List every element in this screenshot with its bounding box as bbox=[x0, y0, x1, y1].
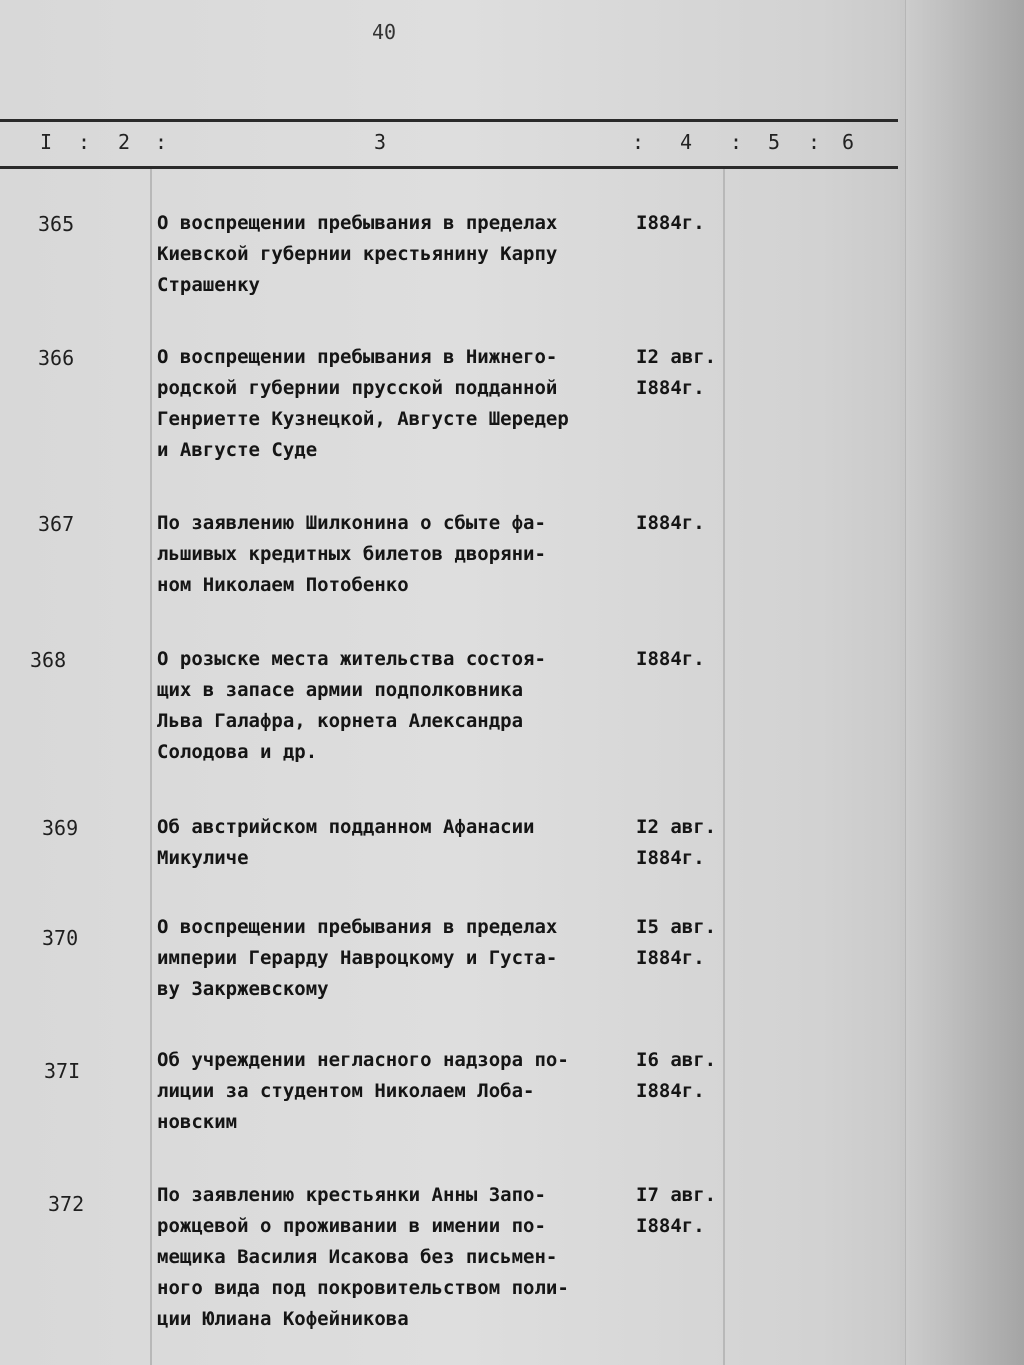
row-description: О воспрещении пребывания в пределах империи Герарду Навроцкому и Густа- ву Закржевскому bbox=[157, 916, 558, 1000]
column-separator: : bbox=[155, 130, 168, 154]
column-heading-6: 6 bbox=[842, 130, 855, 154]
row-description: О розыске места жительства состоя- щих в запасе армии подполковника Льва Галафра, корнета Александра Солодова и др. bbox=[157, 648, 546, 763]
row-number: 370 bbox=[42, 926, 79, 950]
row-number: 368 bbox=[30, 648, 67, 672]
column-divider bbox=[150, 169, 152, 1365]
column-separator: : bbox=[78, 130, 91, 154]
header-rule-bottom bbox=[0, 166, 898, 169]
row-description: По заявлению крестьянки Анны Запо- рожцевой о проживании в имении по- мещика Василия Исакова без письмен- ного вида под покровительством поли- ции Юлиана Кофейникова bbox=[157, 1184, 569, 1330]
column-heading-5: 5 bbox=[768, 130, 781, 154]
row-date: I884г. bbox=[636, 212, 705, 234]
header-rule-top bbox=[0, 119, 898, 122]
row-date: I7 авг. I884г. bbox=[636, 1184, 717, 1237]
row-description: О воспрещении пребывания в пределах Киевской губернии крестьянину Карпу Страшенку bbox=[157, 212, 558, 296]
column-heading-3: 3 bbox=[374, 130, 387, 154]
row-number: 365 bbox=[38, 212, 75, 236]
row-number: 37I bbox=[44, 1059, 81, 1083]
row-date: I2 авг. I884г. bbox=[636, 346, 717, 399]
column-heading-1: I bbox=[40, 130, 53, 154]
column-separator: : bbox=[632, 130, 645, 154]
column-heading-4: 4 bbox=[680, 130, 693, 154]
row-description: Об учреждении негласного надзора по- лиции за студентом Николаем Лоба- новским bbox=[157, 1049, 569, 1133]
row-description: О воспрещении пребывания в Нижнего- родской губернии прусской подданной Генриетте Кузнецкой, Августе Шередер и Августе Суде bbox=[157, 346, 569, 461]
row-number: 372 bbox=[48, 1192, 85, 1216]
row-number: 367 bbox=[38, 512, 75, 536]
page-number: 40 bbox=[372, 20, 397, 44]
page-shadow bbox=[894, 0, 1024, 1365]
column-separator: : bbox=[730, 130, 743, 154]
column-separator: : bbox=[808, 130, 821, 154]
row-date: I884г. bbox=[636, 512, 705, 534]
row-number: 369 bbox=[42, 816, 79, 840]
column-heading-2: 2 bbox=[118, 130, 131, 154]
row-date: I5 авг. I884г. bbox=[636, 916, 717, 969]
row-date: I6 авг. I884г. bbox=[636, 1049, 717, 1102]
row-date: I884г. bbox=[636, 648, 705, 670]
row-date: I2 авг. I884г. bbox=[636, 816, 717, 869]
row-description: Об австрийском подданном Афанасии Микуличе bbox=[157, 816, 535, 869]
row-number: 366 bbox=[38, 346, 75, 370]
row-description: По заявлению Шилконина о сбыте фа- льшивых кредитных билетов дворяни- ном Николаем Потобенко bbox=[157, 512, 546, 596]
